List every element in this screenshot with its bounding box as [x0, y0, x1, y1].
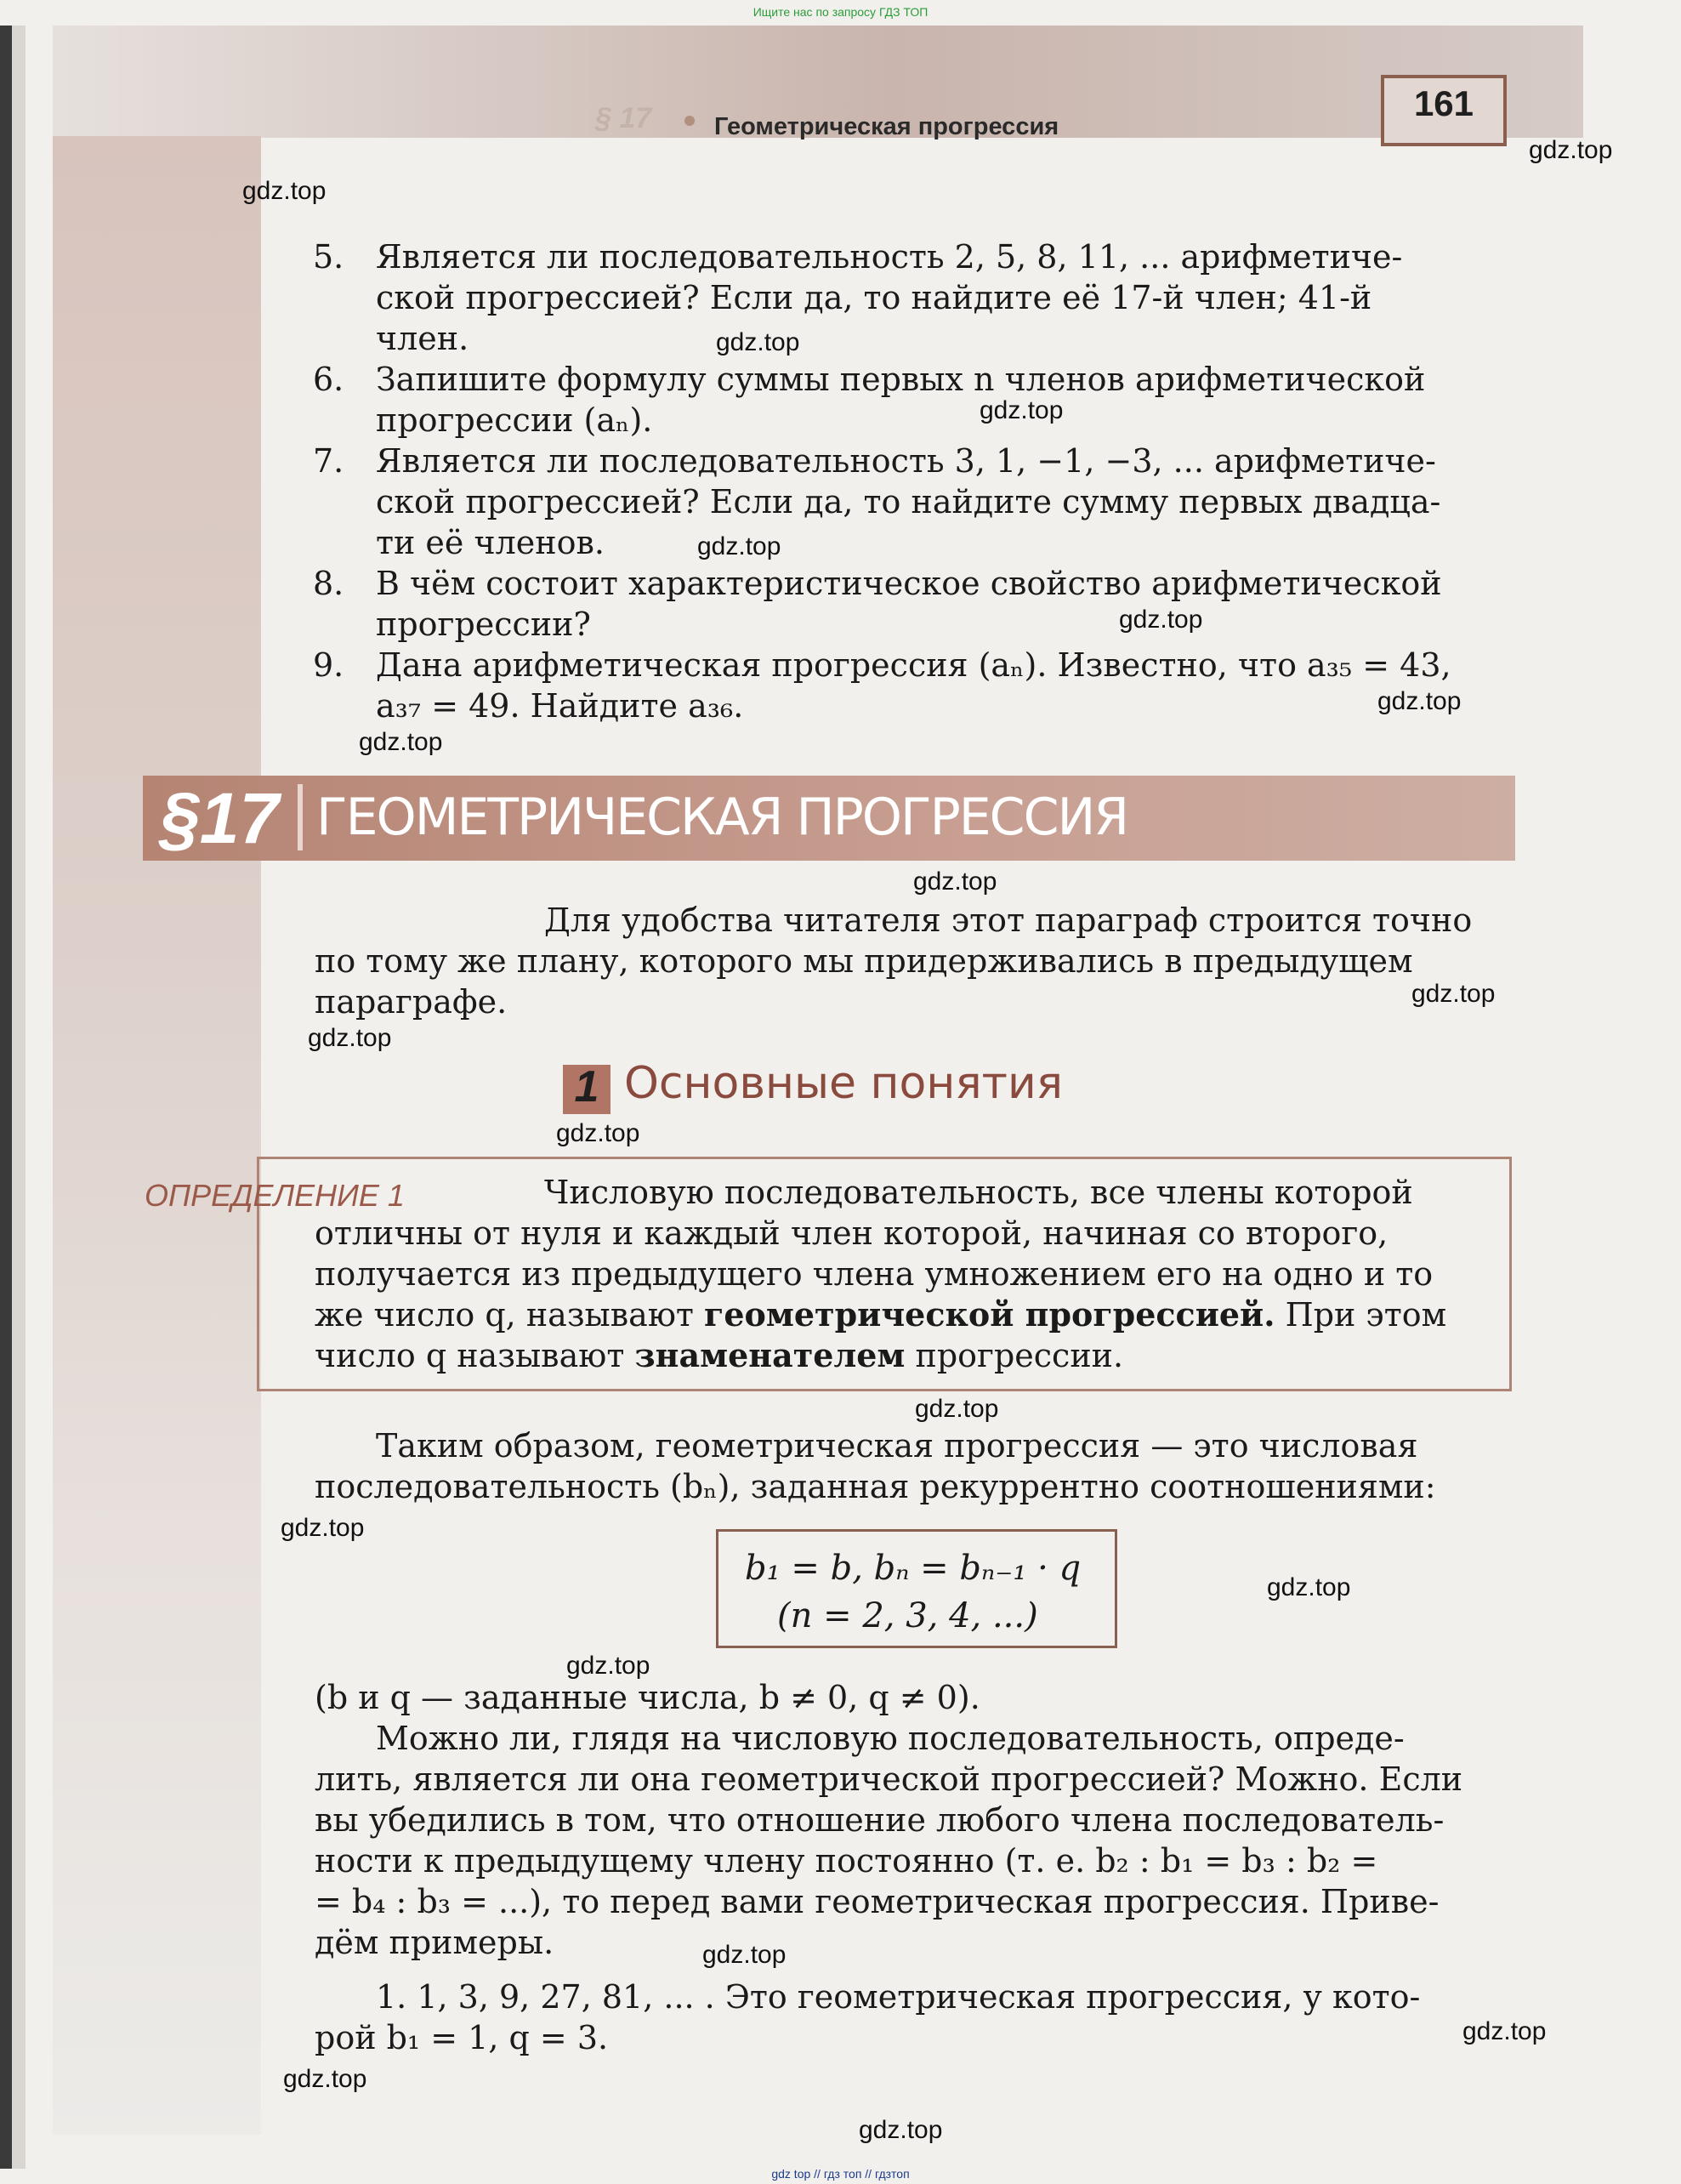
- body-line: Можно ли, глядя на числовую последовательность, опреде-: [376, 1720, 1405, 1757]
- question-line: член.: [376, 320, 469, 357]
- watermark: gdz.top: [697, 532, 781, 560]
- watermark: gdz.top: [980, 396, 1064, 424]
- formula-line: b₁ = b, bₙ = bₙ₋₁ · q: [745, 1549, 1082, 1588]
- question-line: прогрессии?: [376, 606, 591, 643]
- question-number: 9.: [313, 646, 344, 684]
- question-line: Дана арифметическая прогрессия (aₙ). Известно, что a₃₅ = 43,: [376, 646, 1451, 684]
- question-line: ской прогрессией? Если да, то найдите её 17-й член; 41-й: [376, 279, 1372, 316]
- definition-line: отличны от нуля и каждый член которой, начиная со второго,: [315, 1214, 1389, 1252]
- body-line: ности к предыдущему члену постоянно (т. е. b₂ : b₁ = b₃ : b₂ =: [315, 1842, 1378, 1880]
- formula-line: (n = 2, 3, 4, ...): [777, 1596, 1038, 1635]
- question-line: Является ли последовательность 3, 1, −1, −3, ... арифметиче-: [376, 442, 1436, 480]
- question-number: 8.: [313, 565, 344, 602]
- subsection-title: Основные понятия: [624, 1058, 1064, 1109]
- intro-line: параграфе.: [315, 983, 508, 1021]
- watermark: gdz.top: [308, 1024, 392, 1052]
- watermark: gdz.top: [716, 328, 800, 356]
- example-line: 1. 1, 3, 9, 27, 81, ... . Это геометрическая прогрессия, у кото-: [376, 1978, 1421, 2016]
- watermark: gdz.top: [281, 1514, 365, 1542]
- watermark: gdz.top: [242, 177, 327, 205]
- section-title: ГЕОМЕТРИЧЕСКАЯ ПРОГРЕССИЯ: [316, 788, 1128, 847]
- body-line: (b и q — заданные числа, b ≠ 0, q ≠ 0).: [315, 1679, 980, 1716]
- body-line: вы убедились в том, что отношение любого члена последователь-: [315, 1801, 1445, 1839]
- watermark: gdz.top: [702, 1941, 787, 1969]
- watermark: gdz.top: [359, 728, 443, 756]
- term-geometric-progression: геометрической прогрессией.: [704, 1295, 1275, 1334]
- watermark: gdz.top: [1462, 2017, 1547, 2045]
- header-title: Геометрическая прогрессия: [714, 113, 1059, 140]
- definition-text: прогрессии.: [905, 1337, 1124, 1374]
- question-line: ти её членов.: [376, 524, 605, 561]
- body-line: дём примеры.: [315, 1924, 554, 1961]
- question-number: 7.: [313, 442, 344, 480]
- watermark: gdz.top: [566, 1652, 650, 1680]
- watermark: gdz.top: [915, 1395, 999, 1423]
- intro-line: Для удобства читателя этот параграф строится точно: [544, 901, 1473, 939]
- term-ratio: знаменателем: [634, 1336, 906, 1374]
- header-bullet: [684, 116, 695, 126]
- bottom-banner: gdz top // гдз топ // гдзтоп: [771, 2167, 910, 2181]
- watermark: gdz.top: [1119, 606, 1203, 634]
- definition-line: получается из предыдущего члена умножением его на одно и то: [315, 1255, 1434, 1293]
- definition-text: же число q, называют: [315, 1296, 705, 1334]
- definition-line: Числовую последовательность, все члены которой: [544, 1174, 1413, 1211]
- watermark: gdz.top: [913, 867, 997, 896]
- watermark: gdz.top: [283, 2065, 367, 2093]
- question-line: В чём состоит характеристическое свойство арифметической: [376, 565, 1442, 602]
- section-number: §17: [160, 778, 280, 858]
- question-line: Запишите формулу суммы первых n членов арифметической: [376, 361, 1426, 398]
- definition-line: [315, 1335, 1123, 1376]
- page-binding-shadow: [12, 26, 26, 2169]
- body-line: последовательность (bₙ), заданная рекуррентно соотношениями:: [315, 1468, 1436, 1505]
- definition-text: При этом: [1275, 1296, 1447, 1334]
- watermark: gdz.top: [1529, 136, 1613, 164]
- top-banner: Ищите нас по запросу ГДЗ ТОП: [752, 5, 929, 19]
- definition-text: число q называют: [315, 1337, 635, 1374]
- page-binding-edge: [0, 26, 12, 2169]
- question-number: 6.: [313, 361, 344, 398]
- section-divider: [298, 784, 303, 850]
- watermark: gdz.top: [556, 1119, 640, 1147]
- watermark: gdz.top: [859, 2116, 943, 2144]
- question-line: ской прогрессией? Если да, то найдите сумму первых двадца-: [376, 483, 1441, 520]
- page-number: 161: [1413, 83, 1474, 123]
- definition-label: ОПРЕДЕЛЕНИЕ 1: [145, 1178, 405, 1213]
- question-line: Является ли последовательность 2, 5, 8, 11, ... арифметиче-: [376, 238, 1403, 276]
- body-line: = b₄ : b₃ = ...), то перед вами геометрическая прогрессия. Приве-: [315, 1883, 1440, 1920]
- definition-line: [315, 1294, 1446, 1335]
- body-line: лить, является ли она геометрической прогрессией? Можно. Если: [315, 1760, 1463, 1798]
- body-line: Таким образом, геометрическая прогрессия — это числовая: [376, 1427, 1418, 1465]
- intro-line: по тому же плану, которого мы придерживались в предыдущем: [315, 942, 1413, 980]
- watermark: gdz.top: [1267, 1573, 1351, 1601]
- header-section-number: § 17: [595, 102, 652, 134]
- left-margin-band: [53, 136, 261, 2135]
- watermark: gdz.top: [1377, 687, 1462, 715]
- question-line: a₃₇ = 49. Найдите a₃₆.: [376, 687, 744, 725]
- example-line: рой b₁ = 1, q = 3.: [315, 2019, 609, 2056]
- watermark: gdz.top: [1411, 980, 1496, 1008]
- subsection-number: 1: [574, 1062, 599, 1112]
- question-line: прогрессии (aₙ).: [376, 401, 653, 439]
- question-number: 5.: [313, 238, 344, 276]
